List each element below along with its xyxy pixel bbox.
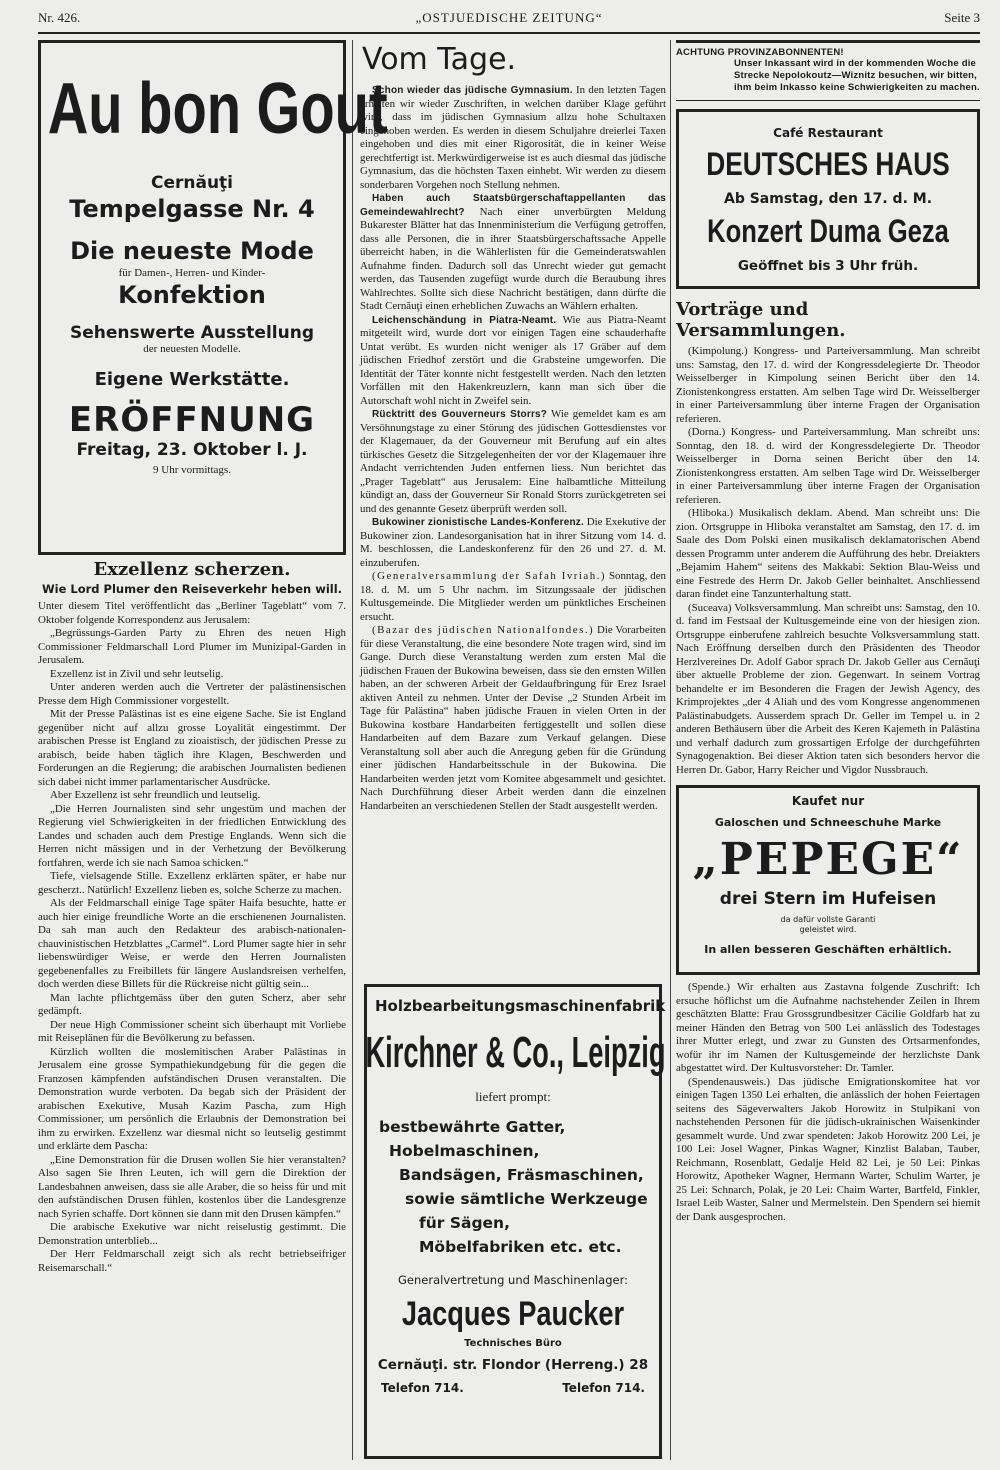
article-subtitle: Wie Lord Plumer den Reiseverkehr heben will.: [41, 582, 343, 596]
goods-line: Hobelmaschinen,: [389, 1142, 540, 1160]
ad-kirchner-office: Technisches Büro: [464, 1338, 562, 1349]
news-text: Die Vorarbeiten für diese Veranstaltung, die eine besondere Note tragen wird, sind im Gange. Durch diese Veranstaltung werden zum ersten Mal die jüdischen Frauen der Bukowina beweisen, dass sie den ernsten Willen haben, an der schweren Arbeit der Geldaufbringung für Erez Israel aktiven Anteil zu nehmen. Unter der Devise „2 Stunden Arbeit im Tage für Palästina“ haben jüdische Frauen in vielen Orten in der Bukowina kostbare Handarbeiten fertiggestellt und sollen diese Handarbeiten auf dem Bazare zum Verkauf gelangen. Diese Veranstaltung soll aber auch die Anregung geben für die Gründung einer jüdischen Handarbeitsschule in der Bukowina. Die Handarbeiten werden jetzt vom Komitee abgesammelt und gesichtet. Nach Durchführung dieser Arbeit werden dann die einzelnen Handarbeiten an verschiedenen Stellen der Stadt ausgestellt werden.: [360, 624, 666, 812]
ad-kirchner-address: Cernăuţi. str. Flondor (Herreng.) 28: [377, 1357, 649, 1373]
ad-pepege-brand: „PEPEGE“: [692, 834, 964, 885]
article-paragraph: Unter anderen werden auch die Vertreter der palästinensischen Presse dem High Commissioner vorgestellt.: [38, 681, 346, 707]
ad-pepege: [676, 785, 980, 975]
article-paragraph: „Die Herren Journalisten sind sehr ungestüm und machen der Regierung viel Schwierigkeiten in der friedlichen Entwicklung des Landes und schaden auch dem Prestige Englands. Wenn sich die Herren nicht mässigen und in der Verhetzung der Bevölkerung fortfahren, werde ich sie nach Samoa schicken.“: [38, 802, 346, 869]
ad-city: Cernăuţi: [150, 173, 234, 193]
news-text: In den letzten Tagen erhalten wir wieder Zuschriften, in welchen darüber Klage geführt wird, dass im jüdischen Gymnasium allzu hohe Schultaxen eingehoben werden. Es werden in diesem Schuljahre dreierlei Taxen eingehoben und dies mit einer Rigorosität, die in keiner Weise gerechtfertigt ist. Merkwürdigerweise ist es auch diesmal das jüdische Gymnasium, das die höchsten Taxen einhebt. Wir werden zu diesem sonderbaren Vorgehen noch Stellung nehmen.: [360, 84, 666, 191]
news-item: [360, 84, 666, 192]
news-item: [360, 624, 666, 813]
news-item: [360, 192, 666, 314]
article-paragraph: Exzellenz ist in Zivil und sehr leutselig.: [50, 667, 224, 680]
ad-pepege-line1: Kaufet nur: [791, 794, 865, 808]
meeting-item: (Hliboka.) Musikalisch deklam. Abend. Man schreibt uns: Die zion. Ortsgruppe in Hliboka veranstaltet am Samstag, den 17. d. im Saale des Dom Polski einen musikalisch deklamatorischen Abend dessen Programm unter anderem die Aufführung des hebr. Dreiakters „Bejamim Hahem“ seitens des Makkabi: Sektion Blau-Weiss und eine Festrede des Herrn Dr. Jakob Geller beinhaltet. Anschliessend daran findet eine Tanzunterhaltung statt.: [676, 507, 980, 600]
ad-kirchner-phones: [375, 1381, 651, 1395]
ad-kirchner-line1: Holzbearbeitungsmaschinenfabrik: [375, 997, 666, 1015]
article-title: Exzellenz scherzen.: [93, 559, 291, 580]
ad-brand-name: Au bon Gout: [47, 69, 388, 149]
goods-line: Bandsägen, Fräsmaschinen,: [399, 1166, 644, 1184]
article-paragraph: Die arabische Exekutive war nicht reiselustig gestimmt. Die Demonstration unterblieb...: [38, 1221, 346, 1247]
news-headline: Schon wieder das jüdische Gymnasium.: [372, 85, 573, 96]
news-item: [360, 516, 666, 570]
article-paragraph: „Eine Demonstration für die Drusen wollen Sie hier veranstalten? Also sagen Sie Ihren Leuten, ich will gern die Direktion der Landesbahnen anweisen, dass sie alle Araber, die so heiss für und mit den aufständischen Drusen fühlen, kostenlos über die Landesgrenze nach Syrien schaffe. Dort können sie dann mit den Drusen kämpfen.“: [38, 1153, 346, 1220]
ad-pepege-star: drei Stern im Hufeisen: [719, 889, 937, 909]
article-paragraph: Aber Exzellenz ist sehr freundlich und leutselig.: [50, 789, 261, 801]
goods-line: für Sägen,: [419, 1214, 510, 1232]
ad-kirchner-goods: [375, 1115, 651, 1259]
meeting-item: (Dorna.) Kongress- und Parteiversammlung. Man schreibt uns: Sonntag, den 18. d. wird der Kongressdelegierte Dr. Theodor Weisselberger in Dorna seinen Bericht über den 14. Zionistenkongress erstatten. Am selben Tage wird Dr. Weisselberger in einer Parteiversammlung über interne Fragen der Organisation referieren.: [676, 426, 980, 506]
meeting-item: (Suceava) Volksversammlung. Man schreibt uns: Samstag, den 10. d. fand im Festsaal der Kultusgemeinde eine von der hiesigen zion. Ortsgruppe einberufene zahlreich besuchte Volksversammlung statt. Nach Eröffnung derselben durch den Präsidenten des Theodor Herzlvereines Dr. Adolf Gabor sprach Dr. Jakob Geller aus Cernăuţi über aktuelle Probleme der zion. Gegenwart. In seinem Vortrag behandelte er im Besonderen die Fragen der Jewish Agency, des Krimprojektes „der 4 Aliah und des vom Kongresse angenommenen Palästinabudgets. Ausserdem sprach Dr. Geller im Tempel u. in 2 anderen Bethäusern über die Arbeit des Keren Kajemeth in Palästina und verhalf dadurch zum grossartigen Erfolge der durchgeführten Synagogenaktion. Bei dieser Aktion taten sich besonders hervor die Herren Dr. Gabor, Harry Reicher und Vigdor Nussbrauch.: [676, 601, 980, 776]
ad-cafe-open: Geöffnet bis 3 Uhr früh.: [737, 258, 919, 274]
article-paragraph: Mit der Presse Palästinas ist es eine eigene Sache. Sie ist England gegenüber nicht auf allzu grosse Loyalität eingestimmt. Der arabischen Presse ist England zu zioaistisch, der jüdischen Presse zu arabisch, beide haben täglich ihre Klagen, Beschwerden und Forderungen an die Regierung; die arabischen Journalisten bedienen sich dabei nicht immer parlamentarischer Ausdrücke.: [38, 708, 346, 788]
column-left: [38, 40, 388, 1460]
ad-kirchner: [364, 984, 666, 1459]
news-headline: Leichenschändung in Piatra-Neamt.: [372, 314, 557, 326]
page-header: [38, 6, 980, 34]
article-paragraph: Als der Feldmarschall einige Tage später Haifa besuchte, hatte er auch hier einige freundliche Worte an die erschienenen Journalisten. Da sah man auch den Redakteur des arabisch-nationalen-chauvinistischen Hetzblattes „Carmel“. Lord Plumer sagte hier in sehr liebenswürdiger Weise, er werde den Herren Journalisten gegebenenfalles zu Freibillets für längere Auslandsreisen verhelfen, doch werden diese Billets für die Rückreise nicht gültig sein...: [38, 897, 346, 990]
ad-workshop: Eigene Werkstätte.: [94, 369, 290, 390]
article-paragraph: Man lachte pflichtgemäss über den guten Scherz, aber sehr gedämpft.: [38, 991, 346, 1017]
ad-pepege-shops: In allen besseren Geschäften erhältlich.: [704, 943, 952, 956]
ad-cafe: [676, 109, 980, 289]
news-text: Die Exekutive der Bukowiner zion. Landesorganisation hat in ihrer Sitzung vom 14. d. M. beschlossen, die Landeskonferenz für den 26 und 27. d. M. einzuberufen.: [360, 516, 666, 569]
goods-line: sowie sämtliche Werkzeuge: [405, 1190, 648, 1208]
column-rule: [352, 40, 353, 1460]
ad-cafe-name: DEUTSCHES HAUS: [706, 146, 950, 182]
news-headline: Bukowiner zionistische Landes-Konferenz.: [372, 517, 584, 528]
article-paragraph: „Begrüssungs-Garden Party zu Ehren des neuen High Commissioner Feldmarschall Lord Plumer im Munizipal-Garden in Jerusalem.: [38, 627, 346, 666]
ad-date: Freitag, 23. Oktober l. J.: [76, 440, 308, 460]
ad-opening: ERÖFFNUNG: [68, 400, 316, 440]
ad-cafe-line1: Café Restaurant: [773, 126, 883, 140]
news-headline: Rücktritt des Gouverneurs Storrs?: [372, 409, 548, 420]
news-headline: (Bazar des jüdischen Nationalfondes.): [372, 624, 595, 636]
ad-au-bon-gout: [38, 40, 388, 555]
ad-exhibit: Sehenswerte Ausstellung: [69, 323, 314, 343]
ad-fashion: Die neueste Mode: [70, 237, 314, 265]
notice-text: Unser Inkassant wird in der kommenden Woche die Strecke Nepolokoutz—Wiznitz besuchen, wir bitten, ihm beim Inkasso keine Schwierigkeiten zu machen.: [734, 58, 980, 93]
ad-time: 9 Uhr vormittags.: [153, 464, 231, 476]
donation-item: (Spendenausweis.) Das jüdische Emigrationskomitee hat vor einigen Tagen 1350 Lei erhalten, die anlässlich der hohen Feiertagen seitens des Sägeverwalters Jakob Horowitz in Stulpikani von nachstehenden Personen für die jüdisch-ukrainischen Waisenkinder gesammelt wurde. Und zwar spendeten: Jakob Horowitz 200 Lei, je 100 Lei: Josel Wagner, Pinkas Wagner, Kinzlist Balaban, Tauber, Reichmann, Rosenblatt, Gedalje Held 82 Lei, je 50 Lei: Pinkas Horowitz, Apotheker Wagner, Hermann Warter, Schulim Warter, je 25 Lei: Schnarch, Polak, je 20 Lei: Chaim Warter, Bartfeld, Finkler, Israel Leib Waster, Salner und Mermelstein. Den Spendern sei hiemit der Dank ausgesprochen.: [676, 1075, 980, 1223]
news-text: Wie aus Piatra-Neamt mitgeteilt wird, wurde dort vor einigen Tagen eine schauderhafte Untat verübt. Es wurden nicht weniger als 17 Gräber auf dem jüdischen Friedhof zerstört und die Grabsteine umgeworfen. Die Identität der Täter konnte nicht festgestellt werden. Nach den letzten Vorfällen mit den Hakenkreuzlern, kann man sich über die Autorschaft wohl nicht in Zweifel sein.: [360, 313, 667, 407]
ad-kirchner-agent: Jacques Paucker: [401, 1295, 625, 1333]
ad-pepege-line2: Galoschen und Schneeschuhe Marke: [714, 816, 942, 829]
ad-pepege-guarantee: da dafür vollste Garanti geleistet wird.: [780, 915, 876, 934]
news-headline: (Generalversammlung der Safah Ivriah.): [372, 570, 607, 582]
article-paragraph: Tiefe, vielsagende Stille. Exzellenz erklärten später, er habe nur gescherzt.. Natürlich! Exzellenz lieben es, solche Scherze zu machen.: [38, 870, 346, 896]
phone-right: Telefon 714.: [562, 1381, 645, 1395]
column-rule: [670, 40, 671, 1460]
article-paragraph: Der neue High Commissioner scheint sich überhaupt mit Vorliebe mit Reiseplänen für die Bevölkerung zu befassen.: [38, 1018, 346, 1044]
article-paragraph: Der Herr Feldmarschall zeigt sich als recht betriebseifriger Reisemarschall.“: [38, 1248, 346, 1274]
news-text: Wie gemeldet kam es am Versöhnungstage zu einer Störung des jüdischen Gottesdienstes vor der Klagemauer, da der Gouverneur mit Berufung auf ein altes türkisches Gesetz die Sitzgelegenheiten der vor der Klagemauer ihre Andacht verrichtenden Juden entfernen liess. Nun berichtet das „Prager Tageblatt“ aus Jerusalem: Eine halbamtliche Mitteilung kündigt an, dass der Gouverneur Sir Ronald Storrs zurückgetreten sei und des genannte Gesetz überprüft werden soll.: [360, 408, 666, 515]
article-paragraph: Kürzlich wollten die moslemitischen Araber Palästinas in Jerusalem eine grosse Sympathiekundgebung für die gegen die Franzosen kämpfenden aufständischen Drusen veranstalten. Die Demonstration wurde verboten. Da begab sich der Präsident der arabischen Exekutive, Musah Kazim Pascha, zum High Commissioner, um persönlich die Erlaubnis der Demonstration bei ihm zu erwirken. Exzellenz war diesmal nicht so leutselig gestimmt und erklärte dem Pascha:: [38, 1045, 346, 1152]
news-text: Nach einer unverbürgten Meldung Bukarester Blätter hat das Innenministerium die Verfügung getroffen, dass alle Personen, die in ihrer Staatsbürgerschaftssache Appelle überreicht haben, in die Wählerlisten für die Gemeinderatswahlen Aufnahme finden. Dadurch soll das Unrecht wieder gut gemacht werden, das Tausenden zugefügt wurde durch die Beraubung ihres Wahlrechtes. Sollte sich diese Nachricht bestätigen, dann dürfte die Stadt Cernăuţi einen erheblichen Zuwachs an Wählern erhalten.: [360, 205, 666, 312]
article-paragraph: Unter diesem Titel veröffentlicht das „Berliner Tageblatt“ vom 7. Oktober folgende Korrespondenz aus Jerusalem:: [38, 600, 346, 626]
column-right: [676, 40, 980, 1460]
meeting-item: (Kimpolung.) Kongress- und Parteiversammlung. Man schreibt uns: Samstag, den 17. d. wird der Kongressdelegierte Dr. Theodor Weisselberger in Kimpolung seinen Bericht über den 14. Zionistenkongress erstatten. Am selben Tage wird Dr. Weisselberger in einer Parteiversammlung über interne Fragen der Organisation referieren.: [676, 345, 980, 425]
news-item: [360, 408, 666, 516]
ad-kirchner-agency: Generalvertretung und Maschinenlager:: [398, 1273, 628, 1287]
column-middle: [360, 40, 666, 1460]
news-item: [360, 570, 666, 624]
ad-cafe-from: Ab Samstag, den 17. d. M.: [723, 191, 933, 207]
notice-provinz: [676, 40, 980, 101]
ad-models: der neuesten Modelle.: [143, 343, 241, 355]
news-text: Sonntag, den 18. d. M. um 5 Uhr nachm. im Sitzungssaale der jüdischen Kultusgemeinde. Die Mitglieder werden um pünktliches Erscheinen ersucht.: [360, 570, 666, 623]
section-title-vom-tage: Vom Tage.: [362, 42, 517, 77]
newspaper-title: „OSTJUEDISCHE ZEITUNG“: [415, 10, 603, 25]
notice-title: ACHTUNG PROVINZABONNENTEN!: [676, 47, 844, 58]
ad-street: Tempelgasse Nr. 4: [69, 195, 315, 223]
news-headline: Haben auch Staatsbürgerschaftappellanten das Gemeindewahlrecht?: [360, 193, 666, 218]
issue-number: Nr. 426.: [38, 10, 81, 25]
section-title-vortraege: Vorträge und Versammlungen.: [676, 299, 846, 341]
goods-line: Möbelfabriken etc. etc.: [419, 1238, 622, 1256]
ad-konfektion: Konfektion: [118, 281, 266, 309]
page-number: Seite 3: [944, 10, 980, 25]
ad-kirchner-prompt: liefert prompt:: [475, 1089, 551, 1104]
ad-cafe-concert: Konzert Duma Geza: [707, 213, 949, 249]
goods-line: bestbewährte Gatter,: [379, 1118, 566, 1136]
phone-left: Telefon 714.: [381, 1381, 464, 1395]
ad-kirchner-name: Kirchner & Co., Leipzig: [365, 1028, 666, 1077]
donation-item: (Spende.) Wir erhalten aus Zastavna folgende Zuschrift: Ich ersuche höflichst um die Aufnahme nachstehender Zeilen in Ihrem geschätzten Blatte: Frau Grossgrundbesitzer Cäcilie Goldfarb hat zu meiner Händen den Betrag von 500 Lei anlässlich des Todestages ihrer Mutter erlegt, und zwar zu Gunsten des Ortsarmenfondes, wofür ihr im Namen der Kultusgemeinde der herzlichste Dank abgestattet wird. Der Kultusvorsteher: Dr. Tamler.: [676, 981, 980, 1074]
news-item: [360, 314, 666, 409]
ad-fashion-for: für Damen-, Herren- und Kinder-: [118, 267, 266, 279]
